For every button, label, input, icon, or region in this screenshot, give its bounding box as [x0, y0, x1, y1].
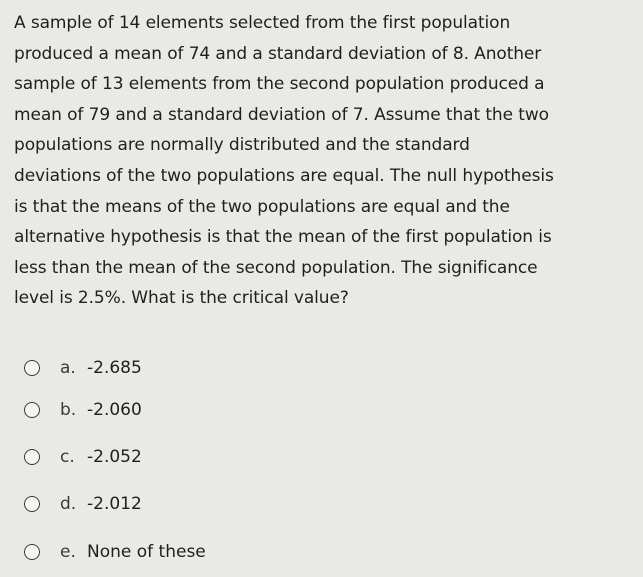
option-letter: e. [60, 542, 76, 562]
option-e[interactable] [24, 536, 206, 568]
option-letter: a. [60, 358, 76, 378]
question-text [14, 8, 636, 314]
option-text: -2.685 [87, 358, 142, 378]
option-text: -2.012 [87, 494, 142, 514]
option-d[interactable] [24, 488, 142, 520]
option-letter: d. [60, 494, 77, 514]
question-line: populations are normally distributed and the standard [14, 135, 470, 156]
question-line: mean of 79 and a standard deviation of 7. Assume that the two [14, 104, 549, 125]
question-line: produced a mean of 74 and a standard deviation of 8. Another [14, 43, 542, 64]
radio-button[interactable] [24, 360, 40, 376]
radio-button[interactable] [24, 544, 40, 560]
question-line: deviations of the two populations are equal. The null hypothesis [14, 165, 554, 186]
radio-button[interactable] [24, 449, 40, 465]
question-line: alternative hypothesis is that the mean of the first population is [14, 227, 552, 248]
question-line: is that the means of the two populations are equal and the [14, 196, 510, 217]
option-b[interactable] [24, 394, 142, 426]
question-line: less than the mean of the second population. The significance [14, 257, 538, 278]
question-line: A sample of 14 elements selected from the first population [14, 13, 511, 33]
option-text: None of these [87, 542, 206, 562]
radio-button[interactable] [24, 402, 40, 418]
question-line: level is 2.5%. What is the critical value? [14, 288, 349, 309]
option-c[interactable] [24, 441, 142, 473]
question-line: sample of 13 elements from the second population produced a [14, 74, 545, 95]
option-a[interactable] [24, 352, 142, 384]
option-text: -2.052 [87, 447, 142, 467]
radio-button[interactable] [24, 496, 40, 512]
option-letter: b. [60, 400, 77, 420]
option-letter: c. [60, 447, 75, 467]
option-text: -2.060 [87, 400, 142, 420]
